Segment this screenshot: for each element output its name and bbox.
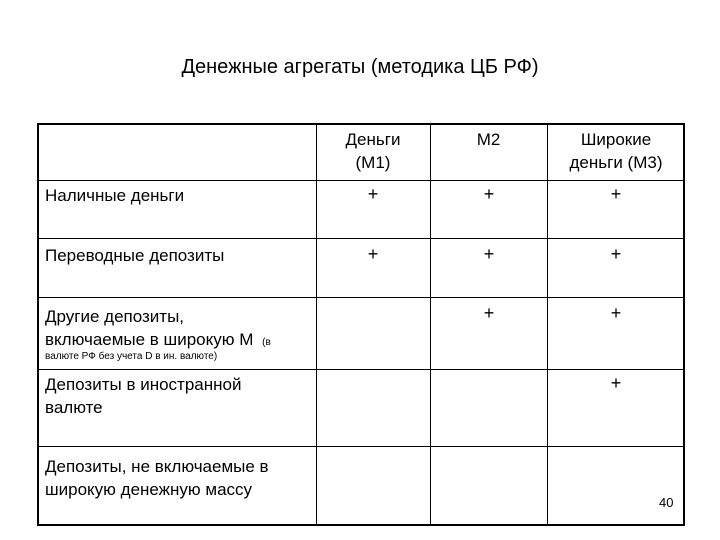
row-label-cash [45,184,184,207]
row-divider [37,238,685,239]
column-header-m1 [316,128,430,174]
row-label-other-deposits [45,305,271,363]
cell-mark: + [483,303,495,323]
row-divider [37,446,685,447]
page-number: 40 [659,495,674,510]
slide-title: Денежные агрегаты (методика ЦБ РФ) [181,56,539,78]
cell-mark: + [367,184,379,204]
cell-mark: + [483,184,495,204]
column-divider [316,123,317,526]
row-divider [37,369,685,370]
row-label-line: Другие депозиты, [45,307,185,326]
column-divider [430,123,431,526]
row-label-line: Депозиты, не включаемые в [45,457,269,476]
row-label-foreign-deposits [45,373,241,419]
row-label-excluded-deposits [45,455,269,501]
row-label-line: Депозиты в иностранной [45,375,242,394]
column-header-line: М2 [476,130,501,149]
row-label-line: Переводные депозиты [45,246,225,265]
row-divider [37,297,685,298]
column-divider [547,123,548,526]
row-label-line: валюте [45,398,103,417]
row-label-note: (в [262,337,271,348]
row-label-note: валюте РФ без учета D в ин. валюте) [45,351,218,362]
row-label-transferable-deposits [45,244,224,267]
row-label-text: включаемые в широкую М [45,330,254,349]
row-label-line: широкую денежную массу [45,480,253,499]
cell-mark: + [610,184,622,204]
column-header-line: деньги (М3) [569,153,663,172]
cell-mark: + [610,244,622,264]
column-header-line: (М1) [355,153,391,172]
cell-mark: + [610,373,622,393]
column-header-line: Широкие [580,130,652,149]
column-header-m2 [430,128,547,151]
row-divider [37,180,685,181]
column-header-line: Деньги [345,130,401,149]
row-label-line [45,328,271,351]
cell-mark: + [483,244,495,264]
cell-mark: + [610,303,622,323]
column-header-m3 [547,128,685,174]
row-label-line: Наличные деньги [45,186,185,205]
cell-mark: + [367,244,379,264]
